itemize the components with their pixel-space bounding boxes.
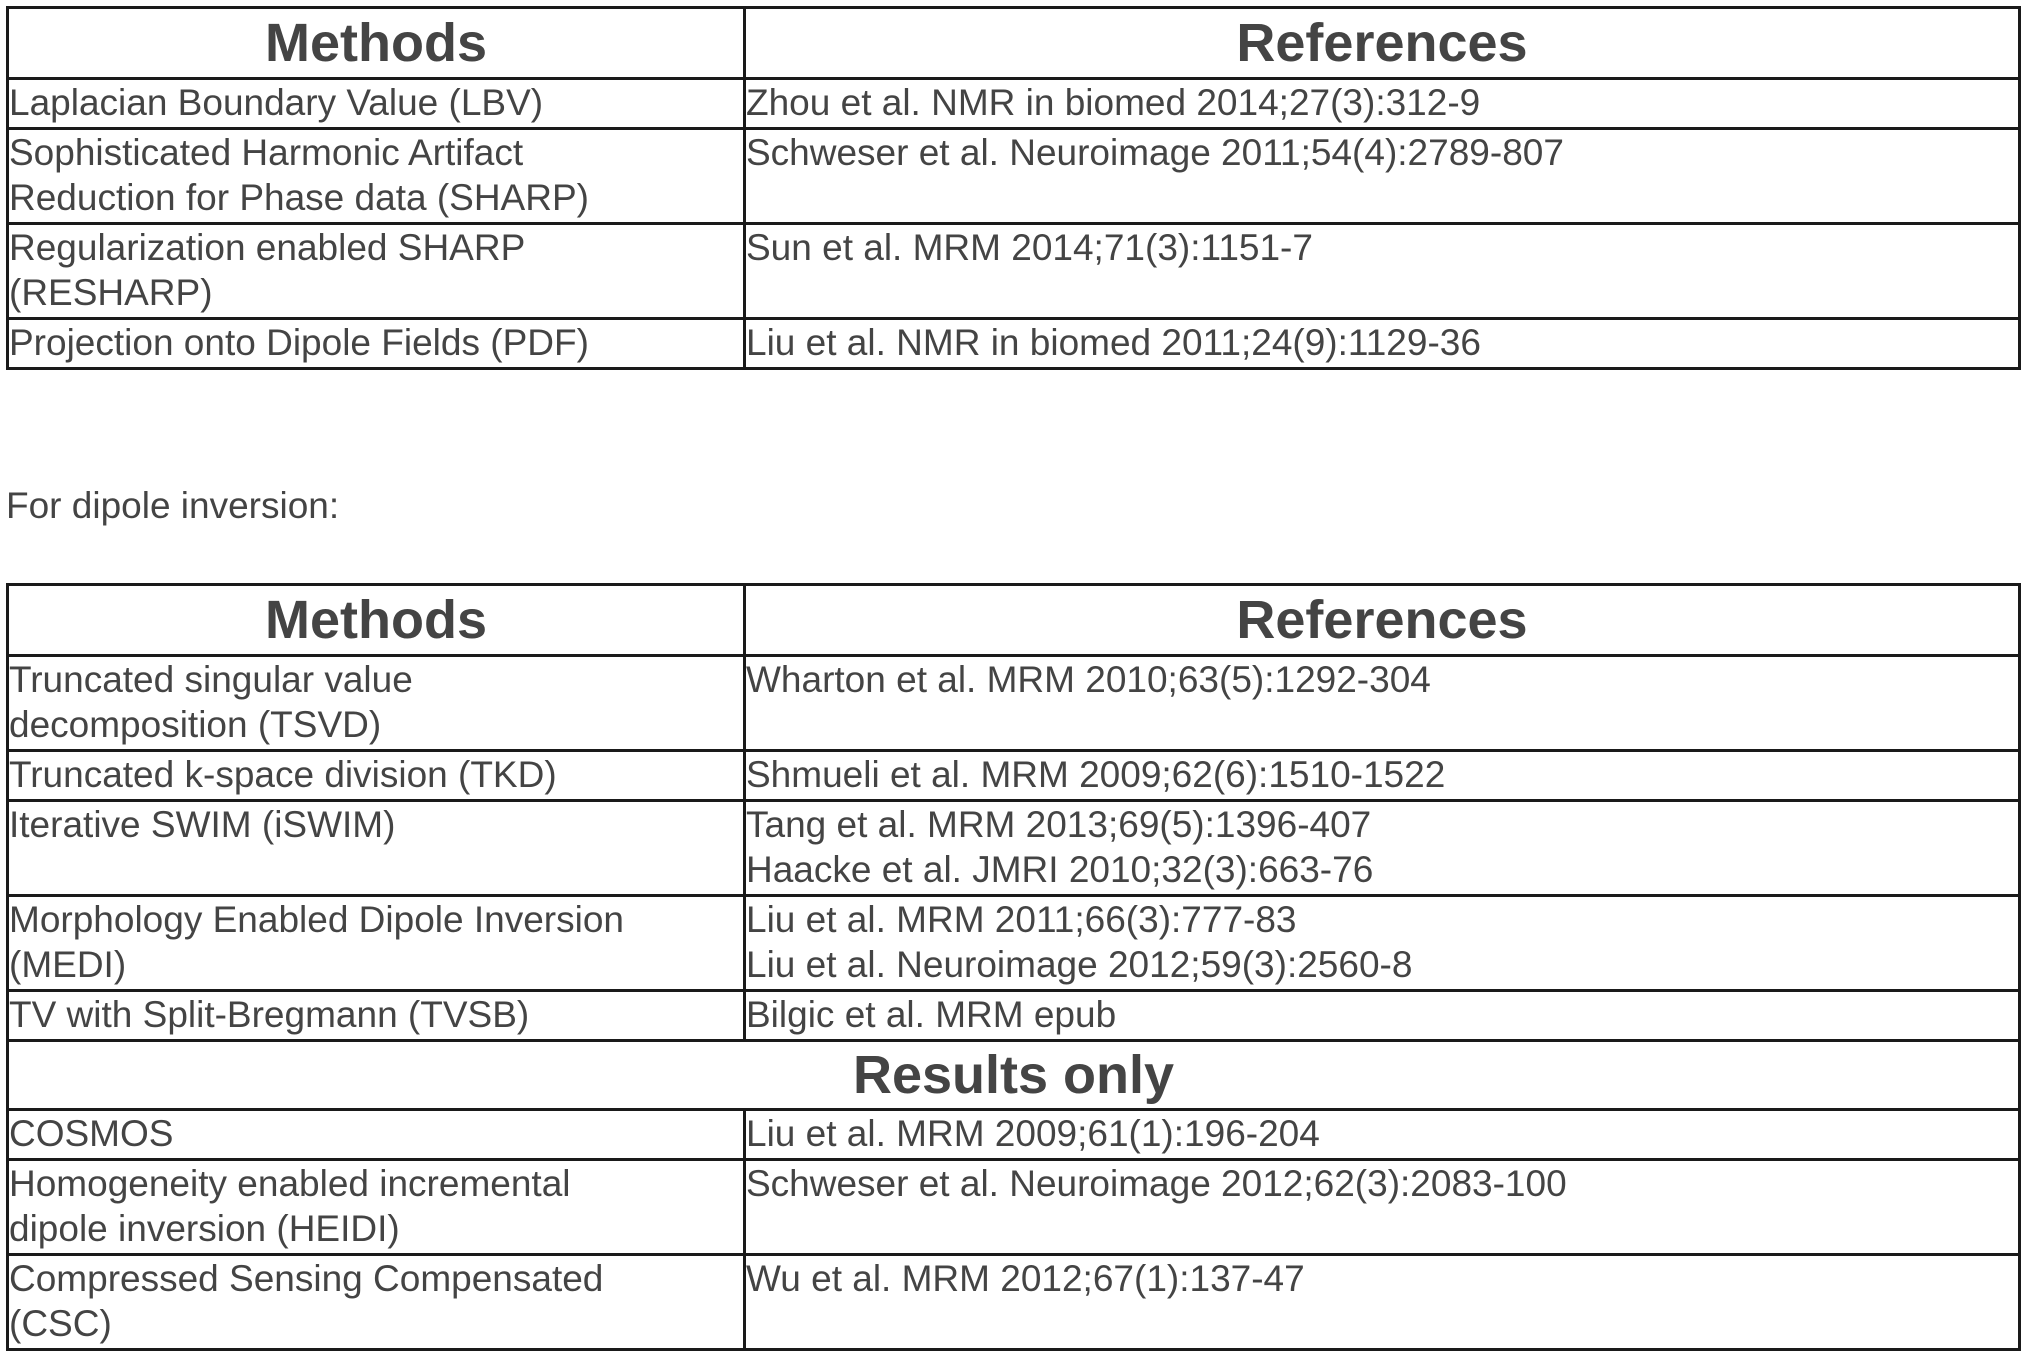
reference-cell — [745, 801, 2020, 896]
method-cell — [8, 801, 745, 896]
reference-cell — [745, 319, 2020, 369]
method-cell — [8, 1110, 745, 1160]
dipole-inversion-table — [6, 583, 2021, 1351]
method-cell — [8, 1160, 745, 1255]
table-row — [8, 224, 2020, 319]
method-cell — [8, 896, 745, 991]
method-text: Compressed Sensing Compensated — [9, 1258, 604, 1299]
method-text: Regularization enabled SHARP — [9, 227, 526, 268]
reference-cell — [745, 751, 2020, 801]
reference-text: Liu et al. Neuroimage 2012;59(3):2560-8 — [746, 944, 1413, 985]
dipole-inversion-intro: For dipole inversion: — [6, 485, 340, 526]
table-row — [8, 79, 2020, 129]
method-text: Reduction for Phase data (SHARP) — [9, 177, 589, 218]
reference-text: Haacke et al. JMRI 2010;32(3):663-76 — [746, 849, 1374, 890]
method-cell — [8, 751, 745, 801]
table-row — [8, 319, 2020, 369]
method-text: Sophisticated Harmonic Artifact — [9, 132, 524, 173]
method-text: Laplacian Boundary Value (LBV) — [9, 82, 544, 123]
reference-cell — [745, 224, 2020, 319]
references-header: References — [745, 585, 2020, 656]
table-header-row — [8, 585, 2020, 656]
reference-text: Liu et al. MRM 2011;66(3):777-83 — [746, 899, 1297, 940]
method-cell — [8, 991, 745, 1041]
reference-cell — [745, 991, 2020, 1041]
method-text: Morphology Enabled Dipole Inversion — [9, 899, 624, 940]
method-text: COSMOS — [9, 1113, 174, 1154]
background-removal-table — [6, 6, 2021, 370]
reference-text: Tang et al. MRM 2013;69(5):1396-407 — [746, 804, 1372, 845]
table-row — [8, 129, 2020, 224]
table-row — [8, 656, 2020, 751]
table-row — [8, 991, 2020, 1041]
method-text: dipole inversion (HEIDI) — [9, 1208, 400, 1249]
reference-text: Wharton et al. MRM 2010;63(5):1292-304 — [746, 659, 1431, 700]
reference-text: Sun et al. MRM 2014;71(3):1151-7 — [746, 227, 1313, 268]
table-row — [8, 801, 2020, 896]
reference-cell — [745, 1255, 2020, 1350]
method-text: decomposition (TSVD) — [9, 704, 382, 745]
reference-text: Shmueli et al. MRM 2009;62(6):1510-1522 — [746, 754, 1446, 795]
section-row — [8, 1041, 2020, 1110]
method-text: Truncated k-space division (TKD) — [9, 754, 557, 795]
method-text: TV with Split-Bregmann (TVSB) — [9, 994, 530, 1035]
method-cell — [8, 129, 745, 224]
references-header: References — [745, 8, 2020, 79]
table-row — [8, 896, 2020, 991]
reference-cell — [745, 896, 2020, 991]
reference-cell — [745, 1110, 2020, 1160]
reference-text: Liu et al. NMR in biomed 2011;24(9):1129-36 — [746, 322, 1481, 363]
method-text: (CSC) — [9, 1303, 112, 1344]
reference-cell — [745, 79, 2020, 129]
method-cell — [8, 79, 745, 129]
method-text: (RESHARP) — [9, 272, 213, 313]
method-text: Truncated singular value — [9, 659, 413, 700]
method-cell — [8, 224, 745, 319]
reference-text: Liu et al. MRM 2009;61(1):196-204 — [746, 1113, 1320, 1154]
method-cell — [8, 319, 745, 369]
method-text: Homogeneity enabled incremental — [9, 1163, 571, 1204]
reference-cell — [745, 656, 2020, 751]
reference-cell — [745, 129, 2020, 224]
reference-cell — [745, 1160, 2020, 1255]
reference-text: Bilgic et al. MRM epub — [746, 994, 1117, 1035]
reference-text: Schweser et al. Neuroimage 2012;62(3):2083-100 — [746, 1163, 1567, 1204]
table-row — [8, 1255, 2020, 1350]
table-header-row — [8, 8, 2020, 79]
method-text: (MEDI) — [9, 944, 127, 985]
method-cell — [8, 656, 745, 751]
methods-header: Methods — [8, 8, 745, 79]
table-row — [8, 1110, 2020, 1160]
reference-text: Schweser et al. Neuroimage 2011;54(4):2789-807 — [746, 132, 1564, 173]
method-text: Projection onto Dipole Fields (PDF) — [9, 322, 589, 363]
table-row — [8, 1160, 2020, 1255]
results-only-heading: Results only — [8, 1041, 2020, 1110]
method-cell — [8, 1255, 745, 1350]
methods-header: Methods — [8, 585, 745, 656]
reference-text: Wu et al. MRM 2012;67(1):137-47 — [746, 1258, 1305, 1299]
reference-text: Zhou et al. NMR in biomed 2014;27(3):312-9 — [746, 82, 1481, 123]
table-row — [8, 751, 2020, 801]
method-text: Iterative SWIM (iSWIM) — [9, 804, 396, 845]
